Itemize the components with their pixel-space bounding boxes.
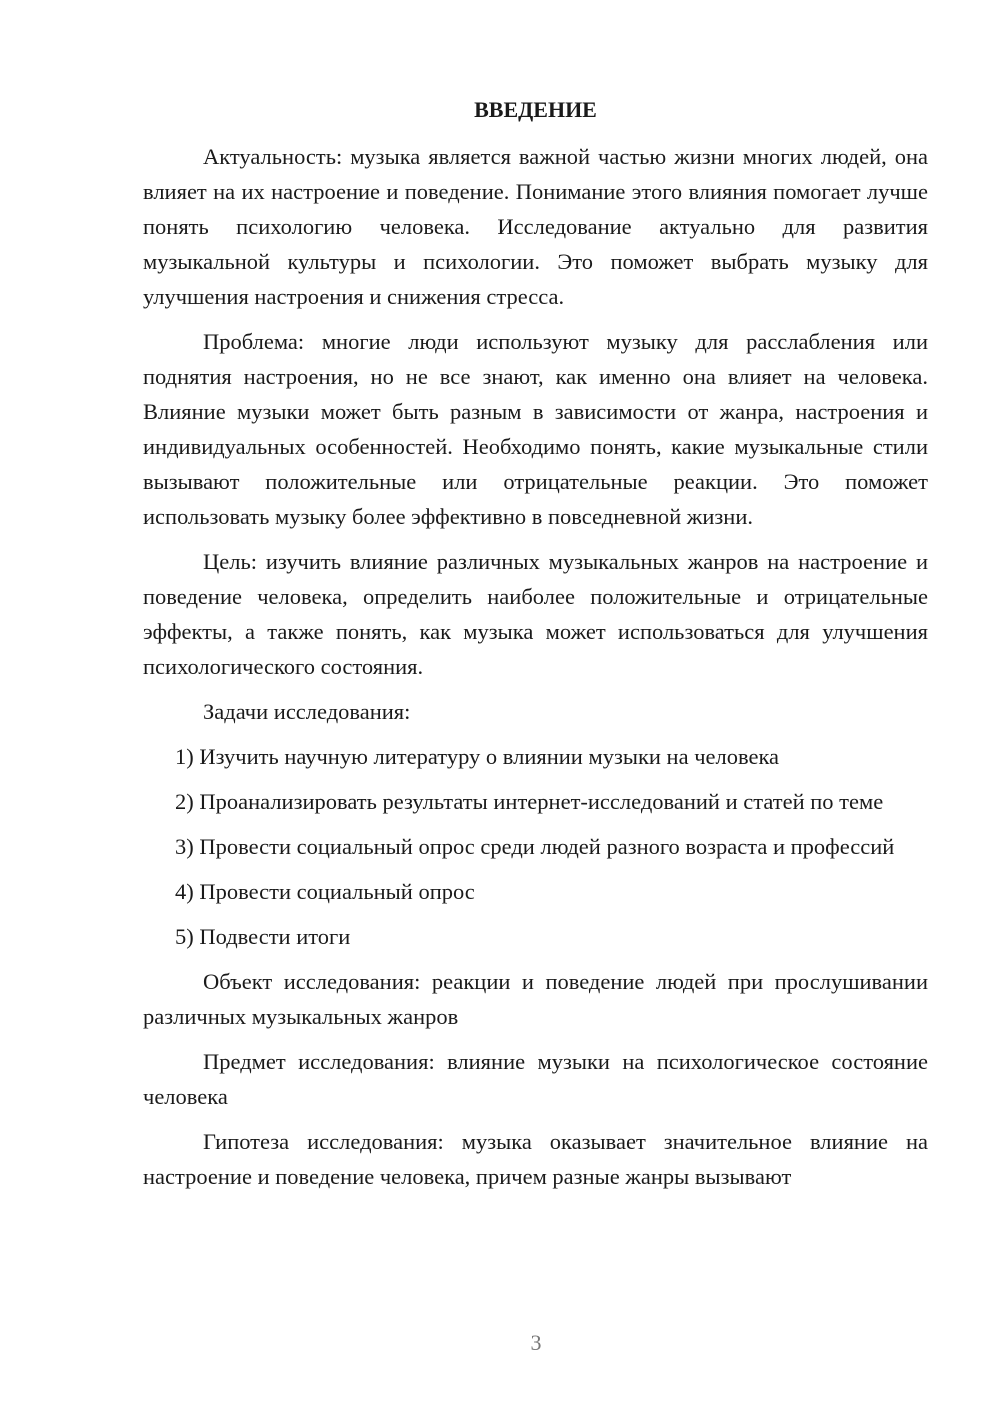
- section-title: ВВЕДЕНИЕ: [474, 97, 597, 122]
- object-paragraph: Объект исследования: реакции и поведение людей при прослушивании различных музыкальных жанров: [143, 969, 928, 1029]
- page-number: 3: [530, 1330, 542, 1355]
- task-item: 5) Подвести итоги: [175, 924, 351, 949]
- task-item: 2) Проанализировать результаты интернет-исследований и статей по теме: [175, 789, 884, 814]
- tasks-heading: Задачи исследования:: [203, 699, 411, 724]
- task-item: 1) Изучить научную литературу о влиянии музыки на человека: [175, 744, 780, 769]
- task-item: 3) Провести социальный опрос среди людей разного возраста и профессий: [175, 834, 895, 859]
- hypothesis-paragraph: Гипотеза исследования: музыка оказывает значительное влияние на настроение и поведение человека, причем разные жанры вызывают: [143, 1129, 928, 1189]
- subject-paragraph: Предмет исследования: влияние музыки на психологическое состояние человека: [143, 1049, 928, 1109]
- relevance-paragraph: Актуальность: музыка является важной частью жизни многих людей, она влияет на их настроение и поведение. Понимание этого влияния помогает лучше понять психологию человека. Исследование актуально для развития музыкальной культуры и психологии. Это поможет выбрать музыку для улучшения настроения и снижения стресса.: [143, 144, 928, 309]
- problem-paragraph: Проблема: многие люди используют музыку для расслабления или поднятия настроения, но не все знают, как именно она влияет на человека. Влияние музыки может быть разным в зависимости от жанра, настроения и индивидуальных особенностей. Необходимо понять, какие музыкальные стили вызывают положительные или отрицательные реакции. Это поможет использовать музыку более эффективно в повседневной жизни.: [143, 329, 928, 529]
- task-item: 4) Провести социальный опрос: [175, 879, 475, 904]
- document-page: [143, 92, 928, 1204]
- goal-paragraph: Цель: изучить влияние различных музыкальных жанров на настроение и поведение человека, определить наиболее положительные и отрицательные эффекты, а также понять, как музыка может использоваться для улучшения психологического состояния.: [143, 549, 928, 679]
